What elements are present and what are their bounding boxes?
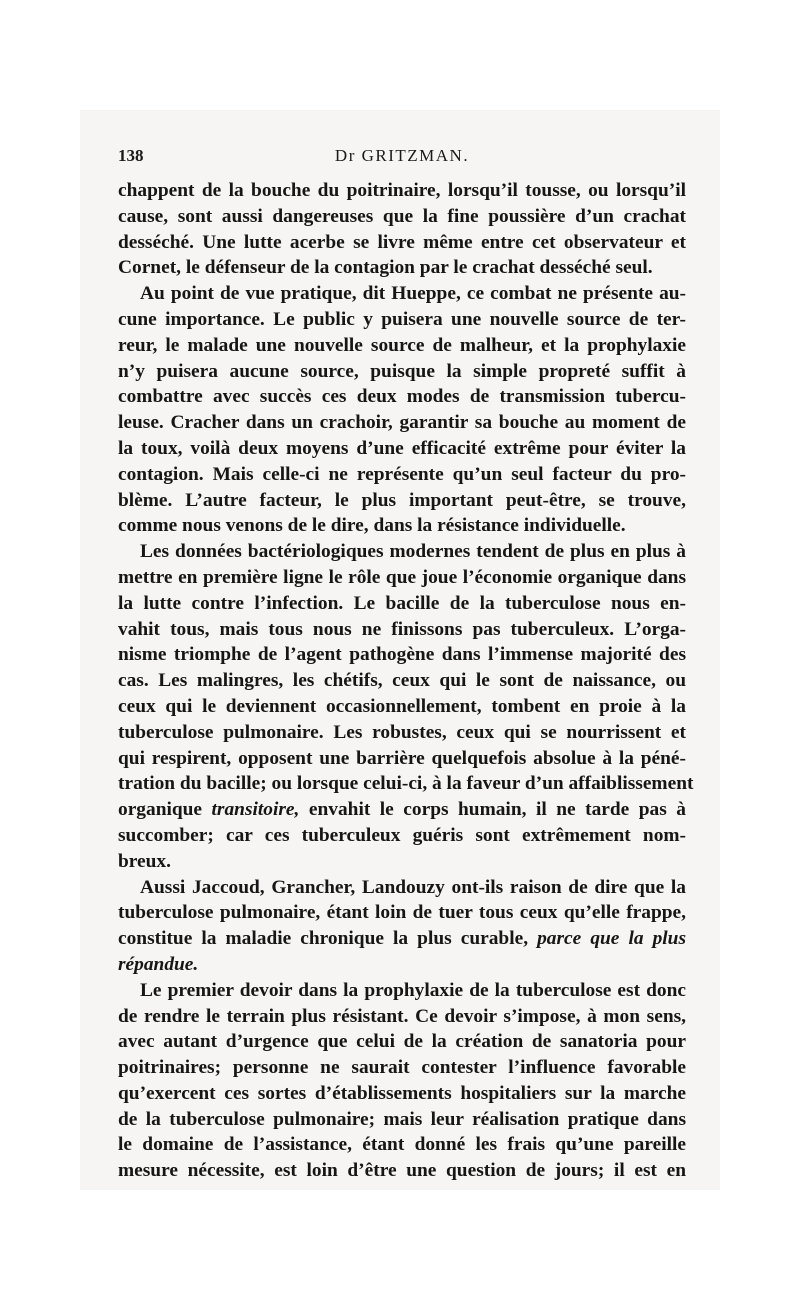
text-line: Cornet, le défenseur de la contagion par le crachat desséché seul. [118,257,653,279]
text-line: poitrinaires; personne ne saurait contester l’influence favorable [118,1057,686,1079]
text-line: Aussi Jaccoud, Grancher, Landouzy ont-ils raison de dire que la [140,876,686,898]
text-line: blème. L’autre facteur, le plus important peut-être, se trouve, [118,489,686,511]
text-line: reur, le malade une nouvelle source de malheur, et la prophylaxie [118,334,686,356]
text-line [118,926,686,952]
text-line: cune importance. Le public y puisera une nouvelle source de ter- [118,308,686,330]
text-line: mettre en première ligne le rôle que joue l’économie organique dans [118,566,686,588]
italic-text-segment: parce que la plus [537,928,687,950]
text-line: qui respirent, opposent une barrière quelquefois absolue à la péné- [118,747,686,769]
text-line: mesure nécessite, est loin d’être une question de jours; il est en [118,1160,686,1182]
text-line: combattre avec succès ces deux modes de transmission tubercu- [118,386,686,408]
italic-text-segment: transitoire, [211,799,300,821]
text-line: Le premier devoir dans la prophylaxie de la tuberculose est donc [140,979,686,1001]
text-line: tuberculose pulmonaire. Les robustes, ceux qui se nourrissent et [118,721,686,743]
text-line: la lutte contre l’infection. Le bacille de la tuberculose nous en- [118,592,686,614]
text-line: n’y puisera aucune source, puisque la simple propreté suffit à [118,360,686,382]
text-line: breux. [118,850,171,872]
text-line: Au point de vue pratique, dit Hueppe, ce combat ne présente au- [140,283,686,305]
text-line: la toux, voilà deux moyens d’une efficacité extrême pour éviter la [118,437,686,459]
running-head [118,146,686,174]
text-line: contagion. Mais celle-ci ne représente qu’un seul facteur du pro- [118,463,686,485]
text-line: qu’exercent ces sortes d’établissements hospitaliers sur la marche [118,1082,686,1104]
text-line: Les données bactériologiques modernes tendent de plus en plus à [140,541,686,563]
text-line: de la tuberculose pulmonaire; mais leur réalisation pratique dans [118,1108,686,1130]
text-line: vahit tous, mais tous nous ne finissons pas tuberculeux. L’orga- [118,618,686,640]
text-segment: constitue la maladie chronique la plus curable, [118,928,538,950]
text-line: ceux qui le deviennent occasionnellement, tombent en proie à la [118,695,686,717]
text-line: leuse. Cracher dans un crachoir, garantir sa bouche au moment de [118,412,686,434]
text-line: avec autant d’urgence que celui de la création de sanatoria pour [118,1031,686,1053]
text-line: chappent de la bouche du poitrinaire, lorsqu’il tousse, ou lorsqu’il [118,180,686,201]
page-number: 138 [118,146,144,165]
text-segment: organique [118,799,212,821]
text-line [118,797,686,823]
text-segment: envahit le corps humain, il ne tarde pas à [299,799,686,821]
running-title: Dr GRITZMAN. [334,146,470,165]
body-text [118,178,694,1184]
text-line: tuberculose pulmonaire, étant loin de tuer tous ceux qu’elle frappe, [118,902,686,924]
italic-text-segment: répandue. [118,953,199,975]
text-line: succomber; car ces tuberculeux guéris sont extrêmement nom- [118,824,686,846]
text-line: tration du bacille; ou lorsque celui-ci, à la faveur d’un affaiblissement [118,773,694,795]
text-line: desséché. Une lutte acerbe se livre même entre cet observateur et [118,231,686,253]
text-line: nisme triomphe de l’agent pathogène dans l’immense majorité des [118,644,686,666]
text-line [118,952,686,978]
text-line: de rendre le terrain plus résistant. Ce devoir s’impose, à mon sens, [118,1005,686,1027]
text-line: cause, sont aussi dangereuses que la fine poussière d’un crachat [118,205,686,227]
text-line: cas. Les malingres, les chétifs, ceux qui le sont de naissance, ou [118,670,686,692]
text-line: comme nous venons de le dire, dans la résistance individuelle. [118,515,626,537]
text-line: le domaine de l’assistance, étant donné les frais qu’une pareille [118,1134,686,1156]
